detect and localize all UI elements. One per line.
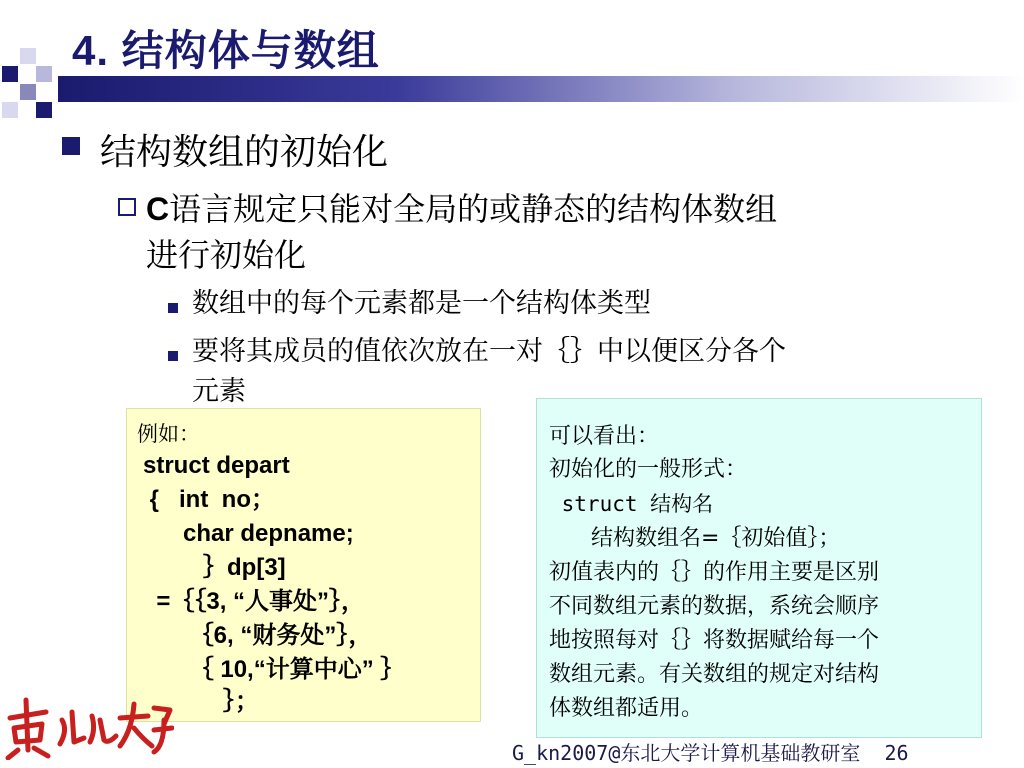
main-point-text: 语言规定只能对全局的或静态的结构体数组 bbox=[169, 190, 778, 228]
code-line: ｝； bbox=[143, 688, 260, 715]
note-line: 初始化的一般形式： bbox=[549, 457, 748, 482]
sub-point: 数组中的每个元素都是一个结构体类型 bbox=[192, 288, 651, 319]
decor-square bbox=[20, 48, 36, 64]
square-bullet-icon bbox=[62, 137, 80, 155]
example-label: 例如： bbox=[137, 422, 200, 446]
hollow-square-bullet-icon bbox=[118, 198, 136, 216]
sub-point-continuation: 元素 bbox=[192, 376, 246, 407]
small-square-bullet-icon bbox=[168, 351, 178, 361]
university-logo bbox=[4, 690, 174, 760]
decor-square bbox=[36, 66, 52, 82]
decor-square bbox=[2, 102, 18, 118]
decor-square bbox=[20, 84, 36, 100]
slide-title: 4. 结构体与数组 bbox=[72, 27, 380, 74]
main-point-line2: 进行初始化 bbox=[146, 236, 307, 274]
code-line: ｝dp[3] bbox=[143, 554, 286, 581]
code-line: =｛｛3, “人事处”｝， bbox=[143, 588, 366, 615]
code-line: struct depart bbox=[143, 452, 290, 479]
decor-square bbox=[2, 66, 18, 82]
footer-credit-text: G_kn2007@东北大学计算机基础教研室 bbox=[512, 741, 861, 765]
slide-heading: 结构数组的初始化 bbox=[100, 132, 389, 173]
page-number: 26 bbox=[884, 741, 909, 765]
note-line: 体数组都适用。 bbox=[549, 696, 704, 721]
code-line: ｛ 10,“计算中心” ｝ bbox=[143, 656, 405, 683]
small-square-bullet-icon bbox=[168, 303, 178, 313]
decor-square bbox=[36, 102, 52, 118]
footer-credit bbox=[512, 737, 909, 766]
main-point-lead: C bbox=[146, 191, 170, 227]
note-line: 初值表内的｛｝的作用主要是区别 bbox=[549, 560, 880, 585]
note-line: 结构数组名=｛初始值｝； bbox=[549, 526, 841, 551]
code-line: char depname; bbox=[143, 520, 354, 547]
main-point bbox=[146, 186, 966, 278]
note-line: 不同数组元素的数据，系统会顺序 bbox=[549, 594, 880, 619]
code-line: ｛6, “财务处”｝， bbox=[143, 622, 373, 649]
code-line: { int no； bbox=[143, 486, 275, 513]
note-line: 地按照每对｛｝将数据赋给每一个 bbox=[549, 628, 880, 653]
example-code-box bbox=[126, 408, 481, 722]
note-line: struct 结构名 bbox=[549, 492, 714, 516]
title-bar bbox=[58, 76, 1024, 102]
note-line: 可以看出： bbox=[549, 424, 660, 449]
note-box bbox=[536, 398, 982, 738]
note-line: 数组元素。有关数组的规定对结构 bbox=[549, 662, 880, 687]
sub-point: 要将其成员的值依次放在一对｛｝中以便区分各个 bbox=[192, 336, 786, 367]
